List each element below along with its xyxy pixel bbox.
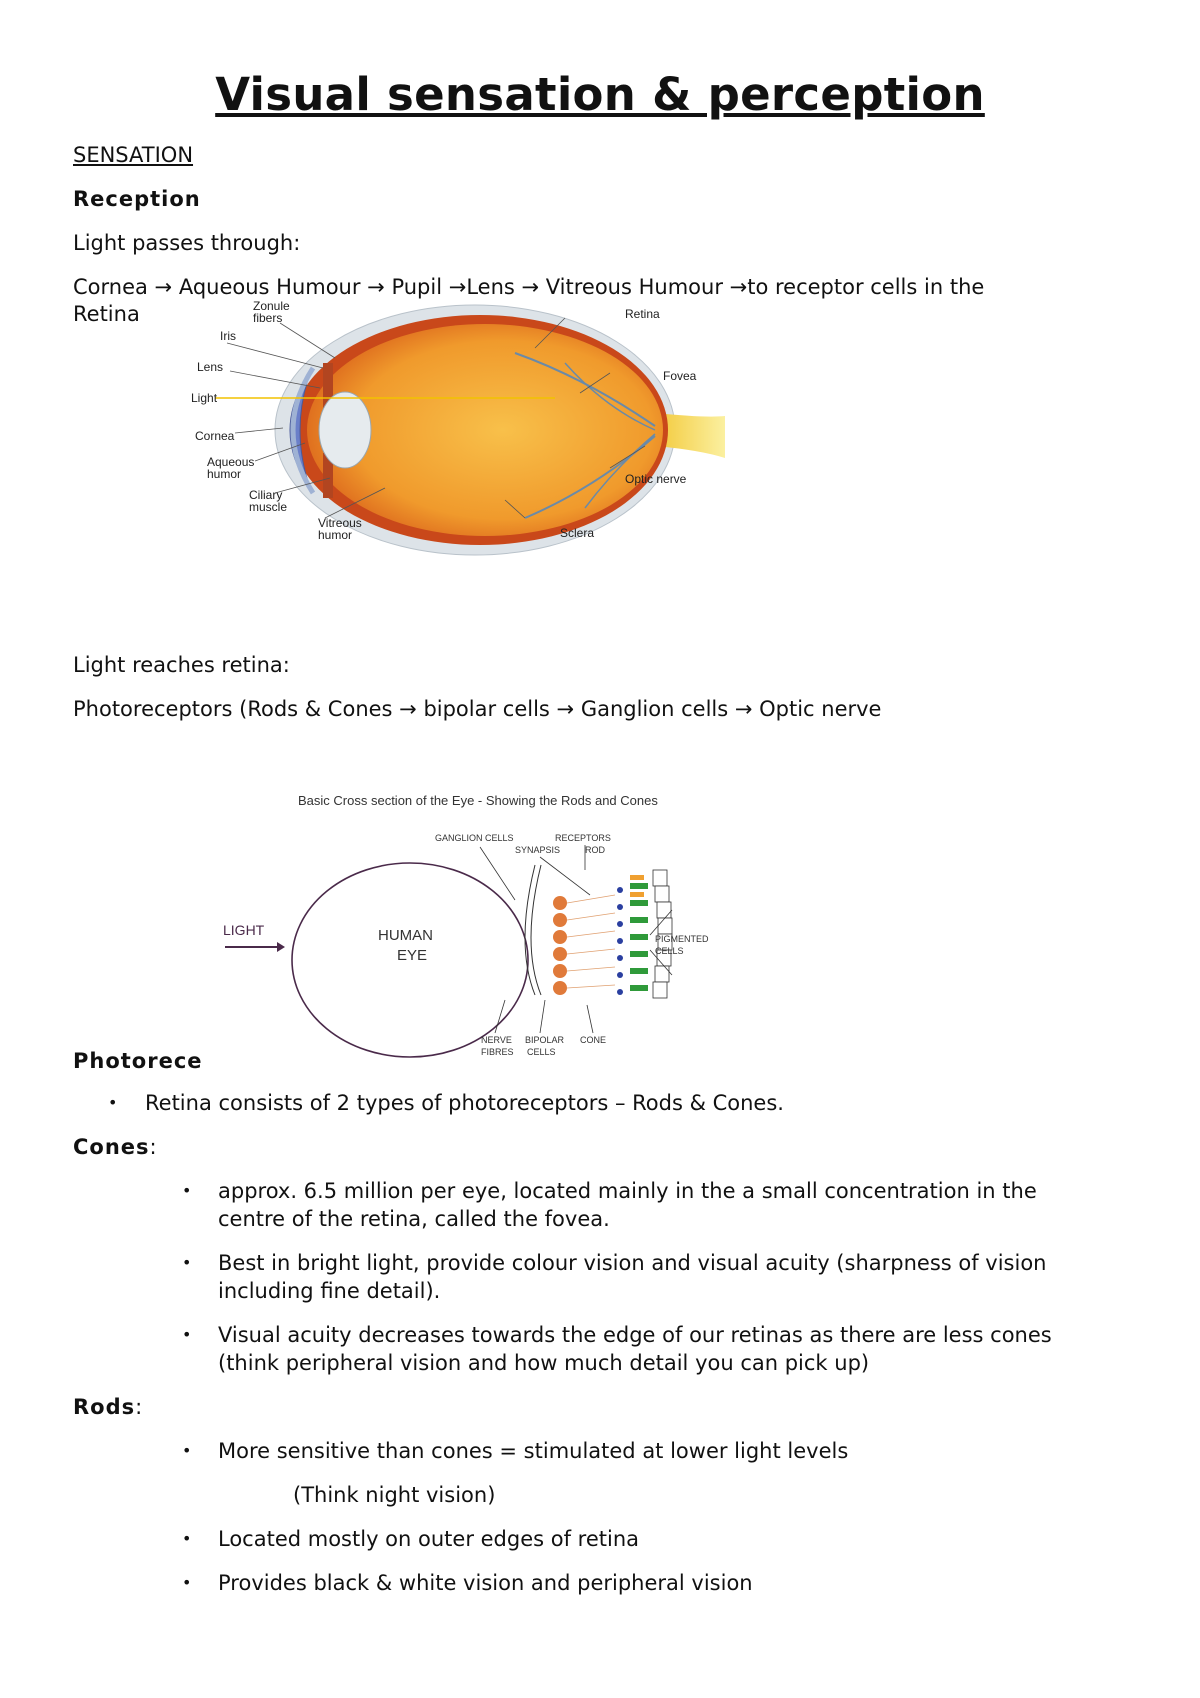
label-iris: Iris [220, 329, 236, 343]
cones-colon: : [149, 1135, 157, 1159]
label-synapsis: SYNAPSIS [515, 845, 561, 855]
label-ciliary: Ciliary [249, 488, 283, 502]
label-ganglion: GANGLION CELLS [435, 833, 514, 843]
rods-heading-line [73, 1394, 142, 1421]
label-muscle: muscle [249, 500, 288, 514]
bipolar-cells [617, 887, 623, 995]
rods-bullet-1-l1: More sensitive than cones = stimulated at lower light levels [218, 1439, 849, 1463]
label-eye: EYE [397, 947, 428, 964]
rods-colon: : [135, 1395, 143, 1419]
lens-shape [319, 392, 371, 468]
rods-bullet-3: Provides black & white vision and peripheral vision [218, 1571, 753, 1595]
eye-anatomy-diagram [185, 299, 725, 593]
label-aqueous: Aqueous [207, 455, 255, 469]
label-fovea: Fovea [663, 369, 697, 383]
cones-bullet-2-l2: including fine detail). [218, 1279, 441, 1303]
cones-heading-line [73, 1134, 157, 1161]
diagram-title: Basic Cross section of the Eye - Showing the Rods and Cones [298, 793, 658, 808]
label-humor-1: humor [207, 467, 242, 481]
retina-types-text: Retina consists of 2 types of photoreceptors – Rods & Cones. [145, 1091, 784, 1115]
label-bipolar-cells: CELLS [527, 1047, 556, 1057]
pathway-line-2: Retina [73, 302, 140, 326]
label-pigmented: PIGMENTED [655, 934, 709, 944]
label-cone: CONE [580, 1035, 607, 1045]
label-retina: Retina [625, 307, 660, 321]
bullet-dot: • [182, 1573, 192, 1592]
light-reaches-text: Light reaches retina: [73, 653, 290, 677]
light-passes-text: Light passes through: [73, 231, 301, 255]
label-nerve: NERVE [481, 1035, 512, 1045]
receptor-rows [630, 875, 648, 991]
bullet-dot: • [182, 1325, 192, 1344]
cones-bullet-3-l1: Visual acuity decreases towards the edge of our retinas as there are less cones [218, 1323, 1052, 1347]
label-light-caps: LIGHT [223, 922, 265, 938]
label-light: Light [191, 391, 218, 405]
cones-bullet-3-l2: (think peripheral vision and how much detail you can pick up) [218, 1351, 870, 1375]
label-pigmented-cells: CELLS [655, 946, 684, 956]
label-lens: Lens [197, 360, 224, 374]
label-vitreous: Vitreous [318, 516, 362, 530]
bullet-dot: • [182, 1529, 192, 1548]
cones-bullet-2-l1: Best in bright light, provide colour vision and visual acuity (sharpness of vision [218, 1251, 1047, 1275]
label-rod: ROD [585, 845, 605, 855]
reception-heading: Reception [73, 187, 201, 211]
sensation-heading: SENSATION [73, 143, 194, 167]
rods-bullet-1-l2: (Think night vision) [293, 1483, 496, 1507]
label-bipolar: BIPOLAR [525, 1035, 565, 1045]
pathway-line-1: Cornea → Aqueous Humour → Pupil →Lens → Vitreous Humour →to receptor cells in the [73, 275, 985, 299]
bullet-dot: • [182, 1253, 192, 1272]
label-cornea: Cornea [195, 429, 235, 443]
label-zonule: Zonule [253, 299, 290, 313]
bullet-dot: • [108, 1093, 118, 1112]
rods-cones-diagram [215, 785, 785, 1065]
label-optic-nerve: Optic nerve [625, 472, 687, 486]
page-title: Visual sensation & perception [215, 68, 985, 121]
label-fibres: FIBRES [481, 1047, 514, 1057]
label-receptors: RECEPTORS [555, 833, 611, 843]
bullet-dot: • [182, 1181, 192, 1200]
rods-heading: Rods [73, 1395, 136, 1419]
rods-bullet-2: Located mostly on outer edges of retina [218, 1527, 639, 1551]
label-human: HUMAN [378, 927, 433, 944]
label-humor-2: humor [318, 528, 353, 542]
label-fibers: fibers [253, 311, 283, 325]
photoreceptors-heading: Photorece [73, 1049, 203, 1073]
bullet-dot: • [182, 1441, 192, 1460]
cones-bullet-1-l1: approx. 6.5 million per eye, located mainly in the a small concentration in the [218, 1179, 1037, 1203]
photoreceptor-pathway: Photoreceptors (Rods & Cones → bipolar cells → Ganglion cells → Optic nerve [73, 697, 882, 721]
cones-heading: Cones [73, 1135, 150, 1159]
label-sclera: Sclera [560, 526, 595, 540]
ganglion-cells [553, 896, 567, 995]
cones-bullet-1-l2: centre of the retina, called the fovea. [218, 1207, 610, 1231]
